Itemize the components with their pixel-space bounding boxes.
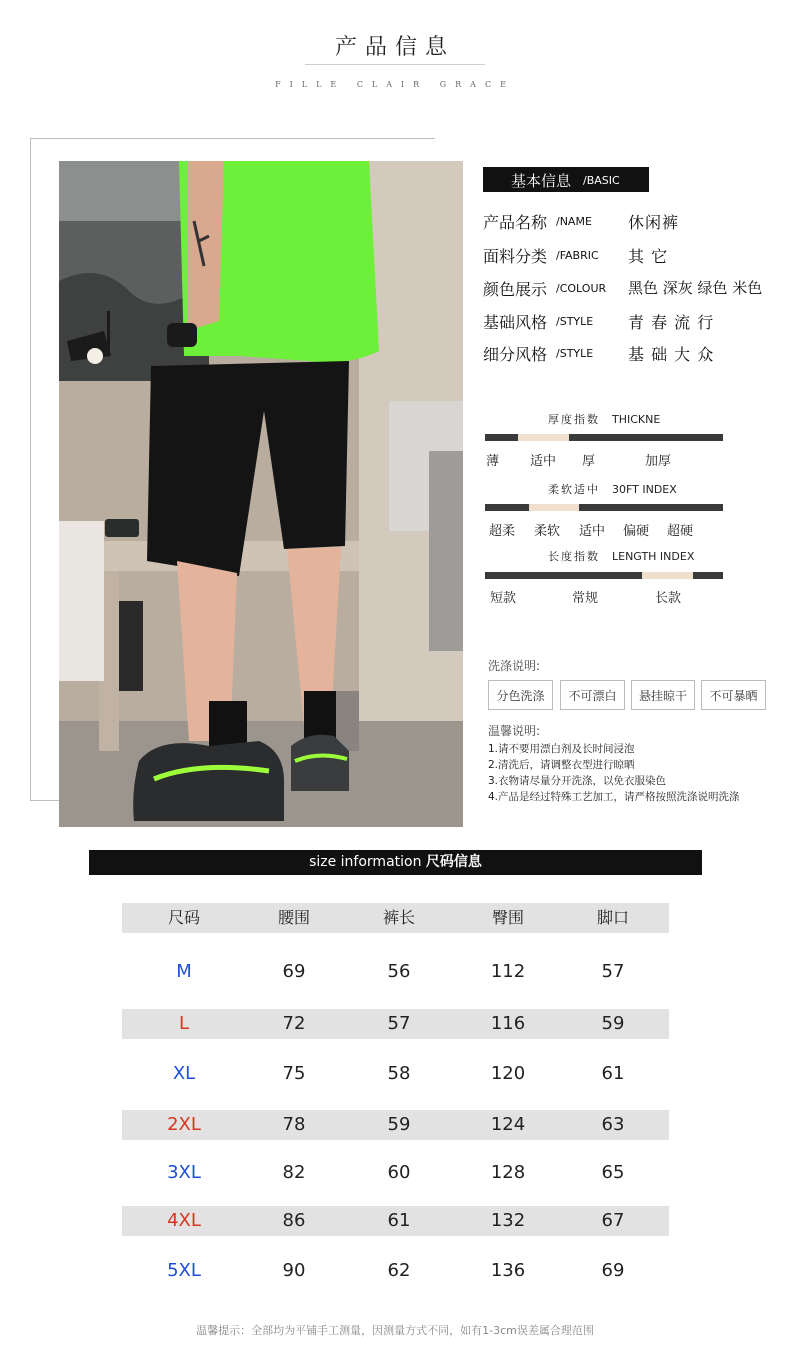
info-label-en: /FABRIC bbox=[556, 249, 599, 262]
product-photo bbox=[59, 161, 463, 827]
info-value: 休闲裤 bbox=[628, 213, 680, 232]
size-cell: 72 bbox=[282, 1013, 306, 1034]
size-cell: 57 bbox=[387, 1013, 411, 1034]
info-row-substyle bbox=[483, 342, 783, 366]
info-value: 黑色 深灰 绿色 米色 bbox=[628, 279, 763, 297]
size-table-header bbox=[122, 903, 669, 933]
size-cell: 63 bbox=[601, 1114, 625, 1135]
notes-title: 温馨说明: bbox=[488, 724, 541, 738]
info-label-en: /NAME bbox=[556, 215, 592, 228]
size-cell: 65 bbox=[601, 1162, 625, 1183]
info-row-colour bbox=[483, 277, 783, 301]
table-row bbox=[122, 957, 669, 987]
size-header-cell: 裤长 bbox=[382, 908, 415, 927]
size-cell: 69 bbox=[282, 961, 306, 982]
softness-label: 超柔 bbox=[489, 524, 516, 539]
thickness-title: 厚度指数 bbox=[548, 413, 600, 426]
softness-label: 柔软 bbox=[534, 524, 561, 539]
size-cell: 132 bbox=[490, 1210, 526, 1231]
size-label: L bbox=[178, 1013, 190, 1034]
info-row-name bbox=[483, 210, 783, 234]
basic-info-title-en: /BASIC bbox=[583, 174, 620, 187]
table-row bbox=[122, 1158, 669, 1188]
info-label-en: /STYLE bbox=[556, 347, 594, 360]
table-row bbox=[122, 1206, 669, 1236]
thickness-label: 厚 bbox=[582, 454, 596, 469]
size-cell: 58 bbox=[387, 1063, 411, 1084]
size-info-header bbox=[89, 850, 702, 875]
thickness-label: 加厚 bbox=[645, 454, 672, 469]
size-cell: 136 bbox=[490, 1260, 526, 1281]
size-cell: 56 bbox=[387, 961, 411, 982]
footer-note: 温馨提示：全部均为平铺手工测量，因测量方式不同，如有1-3cm误差属合理范围 bbox=[196, 1324, 594, 1337]
info-row-style bbox=[483, 310, 783, 334]
page-subtitle: FILLE CLAIR GRACE bbox=[275, 80, 515, 89]
length-bar bbox=[485, 572, 723, 579]
softness-bar bbox=[485, 504, 723, 511]
size-header-cell: 臀围 bbox=[491, 908, 524, 927]
basic-info-title: 基本信息 bbox=[511, 172, 572, 190]
size-info-title-en: size information bbox=[309, 854, 422, 870]
size-label: 3XL bbox=[167, 1162, 201, 1183]
size-cell: 61 bbox=[601, 1063, 625, 1084]
wash-title: 洗涤说明: bbox=[488, 659, 541, 673]
size-header-cell: 尺码 bbox=[167, 908, 200, 927]
size-cell: 78 bbox=[282, 1114, 306, 1135]
length-label: 短款 bbox=[490, 591, 517, 606]
info-value: 其 它 bbox=[628, 247, 669, 266]
title-divider bbox=[305, 64, 485, 65]
info-value: 基 础 大 众 bbox=[628, 345, 715, 364]
note-item: 2.清洗后，请调整衣型进行晾晒 bbox=[488, 759, 635, 771]
thickness-label: 薄 bbox=[486, 454, 500, 469]
softness-label: 适中 bbox=[579, 524, 606, 539]
table-row bbox=[122, 1110, 669, 1140]
basic-info-header bbox=[483, 167, 649, 192]
length-label: 常规 bbox=[572, 591, 599, 606]
length-title-en: LENGTH INDEX bbox=[612, 550, 695, 563]
size-cell: 69 bbox=[601, 1260, 625, 1281]
size-cell: 124 bbox=[490, 1114, 526, 1135]
size-label: M bbox=[176, 961, 192, 982]
info-label: 产品名称 bbox=[483, 213, 548, 232]
info-row-fabric bbox=[483, 244, 783, 268]
length-bar-selected bbox=[642, 572, 693, 579]
size-cell: 67 bbox=[601, 1210, 625, 1231]
info-label-en: /STYLE bbox=[556, 315, 594, 328]
size-cell: 59 bbox=[387, 1114, 411, 1135]
thickness-bar-selected bbox=[518, 434, 569, 441]
size-cell: 128 bbox=[490, 1162, 526, 1183]
info-label-en: /COLOUR bbox=[556, 282, 607, 295]
size-cell: 120 bbox=[490, 1063, 526, 1084]
table-row bbox=[122, 1009, 669, 1039]
size-cell: 82 bbox=[282, 1162, 306, 1183]
size-cell: 112 bbox=[490, 961, 526, 982]
wash-item: 不可暴晒 bbox=[701, 680, 766, 710]
softness-label: 超硬 bbox=[667, 524, 694, 539]
length-title: 长度指数 bbox=[548, 550, 600, 563]
size-cell: 86 bbox=[282, 1210, 306, 1231]
note-item: 1.请不要用漂白剂及长时间浸泡 bbox=[488, 743, 635, 755]
thickness-bar bbox=[485, 434, 723, 441]
size-cell: 62 bbox=[387, 1260, 411, 1281]
softness-title: 柔软适中 bbox=[548, 483, 600, 496]
size-info-title-zh: 尺码信息 bbox=[425, 854, 482, 870]
note-item: 4.产品是经过特殊工艺加工，请严格按照洗涤说明洗涤 bbox=[488, 791, 740, 803]
table-row bbox=[122, 1059, 669, 1089]
page-title: 产品信息 bbox=[334, 35, 455, 60]
table-row bbox=[122, 1256, 669, 1286]
size-cell: 59 bbox=[601, 1013, 625, 1034]
size-cell: 57 bbox=[601, 961, 625, 982]
note-item: 3.衣物请尽量分开洗涤，以免衣服染色 bbox=[488, 775, 667, 787]
size-cell: 116 bbox=[490, 1013, 526, 1034]
softness-bar-selected bbox=[529, 504, 579, 511]
wash-item: 不可漂白 bbox=[560, 680, 625, 710]
size-header-cell: 脚口 bbox=[596, 908, 629, 927]
wash-item: 悬挂晾干 bbox=[631, 680, 695, 710]
length-label: 长款 bbox=[655, 591, 682, 606]
size-cell: 60 bbox=[387, 1162, 411, 1183]
size-header-cell: 腰围 bbox=[277, 908, 310, 927]
info-label: 细分风格 bbox=[483, 345, 548, 364]
info-label: 面料分类 bbox=[483, 247, 548, 266]
softness-label: 偏硬 bbox=[623, 524, 650, 539]
size-label: 5XL bbox=[167, 1260, 201, 1281]
size-cell: 61 bbox=[387, 1210, 411, 1231]
wash-item: 分色洗涤 bbox=[488, 680, 553, 710]
info-label: 基础风格 bbox=[483, 313, 548, 332]
softness-title-en: 30FT INDEX bbox=[612, 483, 677, 496]
size-cell: 90 bbox=[282, 1260, 306, 1281]
thickness-label: 适中 bbox=[530, 454, 557, 469]
size-label: 4XL bbox=[167, 1210, 201, 1231]
thickness-title-en: THICKNE bbox=[612, 413, 661, 426]
info-value: 青 春 流 行 bbox=[628, 313, 715, 332]
size-label: 2XL bbox=[167, 1114, 201, 1135]
info-label: 颜色展示 bbox=[483, 280, 548, 299]
size-label: XL bbox=[172, 1063, 196, 1084]
size-cell: 75 bbox=[282, 1063, 306, 1084]
